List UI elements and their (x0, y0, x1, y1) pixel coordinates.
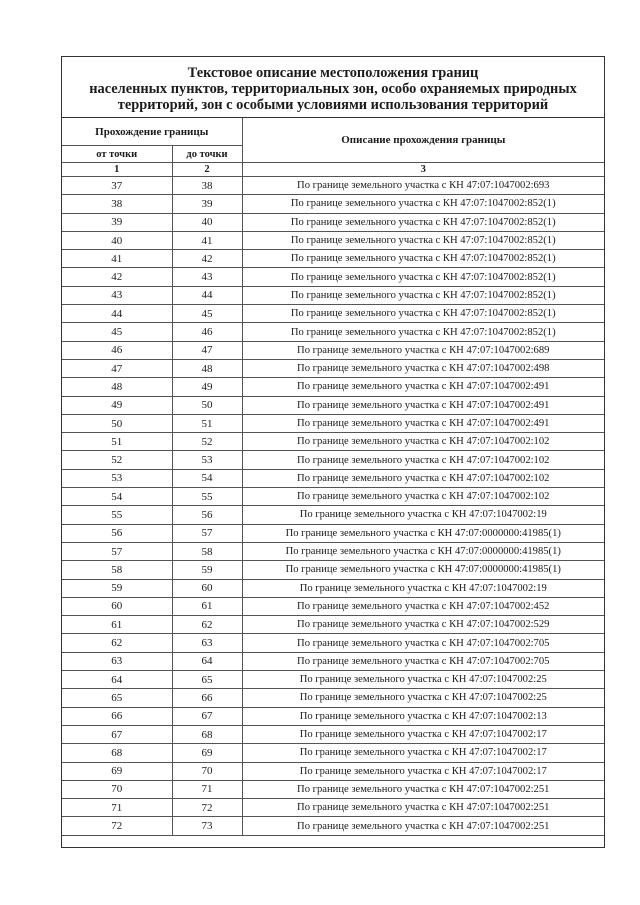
cell-from-point: 65 (62, 689, 172, 707)
cell-to-point: 40 (172, 213, 242, 231)
cell-description: По границе земельного участка с КН 47:07:1047002:452 (242, 597, 604, 615)
cell-to-point: 46 (172, 323, 242, 341)
cell-from-point: 66 (62, 707, 172, 725)
cell-from-point: 45 (62, 323, 172, 341)
table-row (62, 414, 604, 432)
cell-from-point: 41 (62, 250, 172, 268)
cell-description: По границе земельного участка с КН 47:07:1047002:19 (242, 579, 604, 597)
table-row (62, 542, 604, 560)
cell-description: По границе земельного участка с КН 47:07:1047002:102 (242, 469, 604, 487)
boundary-table (62, 118, 604, 836)
table-row (62, 433, 604, 451)
header-col-1: 1 (62, 163, 172, 177)
table-row (62, 561, 604, 579)
cell-from-point: 68 (62, 744, 172, 762)
cell-description: По границе земельного участка с КН 47:07:1047002:852(1) (242, 213, 604, 231)
cell-to-point: 69 (172, 744, 242, 762)
table-row (62, 744, 604, 762)
cell-from-point: 49 (62, 396, 172, 414)
cell-from-point: 37 (62, 177, 172, 195)
cell-description: По границе земельного участка с КН 47:07:0000000:41985(1) (242, 542, 604, 560)
cell-description: По границе земельного участка с КН 47:07:1047002:17 (242, 762, 604, 780)
cell-from-point: 64 (62, 671, 172, 689)
table-row (62, 780, 604, 798)
cell-to-point: 55 (172, 488, 242, 506)
cell-description: По границе земельного участка с КН 47:07:1047002:852(1) (242, 250, 604, 268)
cell-description: По границе земельного участка с КН 47:07:1047002:852(1) (242, 323, 604, 341)
table-row (62, 817, 604, 835)
table-row (62, 396, 604, 414)
cell-to-point: 72 (172, 799, 242, 817)
title-line-1: Текстовое описание местоположения границ (187, 65, 479, 81)
cell-from-point: 40 (62, 231, 172, 249)
cell-description: По границе земельного участка с КН 47:07:1047002:102 (242, 451, 604, 469)
cell-from-point: 63 (62, 652, 172, 670)
table-row (62, 451, 604, 469)
header-col-3: 3 (242, 163, 604, 177)
table-row (62, 341, 604, 359)
cell-description: По границе земельного участка с КН 47:07:1047002:852(1) (242, 195, 604, 213)
cell-to-point: 57 (172, 524, 242, 542)
cell-from-point: 52 (62, 451, 172, 469)
cell-from-point: 56 (62, 524, 172, 542)
table-row (62, 616, 604, 634)
cell-description: По границе земельного участка с КН 47:07:1047002:251 (242, 780, 604, 798)
cell-description: По границе земельного участка с КН 47:07:1047002:25 (242, 689, 604, 707)
cell-description: По границе земельного участка с КН 47:07:0000000:41985(1) (242, 561, 604, 579)
table-row (62, 359, 604, 377)
cell-from-point: 55 (62, 506, 172, 524)
table-row (62, 195, 604, 213)
cell-to-point: 44 (172, 286, 242, 304)
table-row (62, 378, 604, 396)
cell-to-point: 60 (172, 579, 242, 597)
cell-from-point: 47 (62, 359, 172, 377)
cell-description: По границе земельного участка с КН 47:07:1047002:251 (242, 817, 604, 835)
cell-to-point: 61 (172, 597, 242, 615)
cell-description: По границе земельного участка с КН 47:07:1047002:251 (242, 799, 604, 817)
cell-to-point: 71 (172, 780, 242, 798)
cell-from-point: 58 (62, 561, 172, 579)
cell-from-point: 50 (62, 414, 172, 432)
cell-to-point: 39 (172, 195, 242, 213)
cell-to-point: 52 (172, 433, 242, 451)
cell-to-point: 51 (172, 414, 242, 432)
cell-to-point: 66 (172, 689, 242, 707)
cell-description: По границе земельного участка с КН 47:07:0000000:41985(1) (242, 524, 604, 542)
cell-from-point: 43 (62, 286, 172, 304)
header-from-point: от точки (62, 146, 172, 163)
table-row (62, 488, 604, 506)
cell-description: По границе земельного участка с КН 47:07:1047002:852(1) (242, 268, 604, 286)
header-description: Описание прохождения границы (242, 118, 604, 163)
cell-from-point: 70 (62, 780, 172, 798)
cell-to-point: 45 (172, 305, 242, 323)
cell-from-point: 59 (62, 579, 172, 597)
cell-from-point: 69 (62, 762, 172, 780)
cell-description: По границе земельного участка с КН 47:07:1047002:852(1) (242, 305, 604, 323)
cell-description: По границе земельного участка с КН 47:07:1047002:19 (242, 506, 604, 524)
cell-from-point: 51 (62, 433, 172, 451)
table-row (62, 707, 604, 725)
table-row (62, 597, 604, 615)
cell-description: По границе земельного участка с КН 47:07:1047002:17 (242, 725, 604, 743)
header-col-2: 2 (172, 163, 242, 177)
table-row (62, 634, 604, 652)
cell-from-point: 72 (62, 817, 172, 835)
cell-description: По границе земельного участка с КН 47:07:1047002:852(1) (242, 286, 604, 304)
cell-to-point: 50 (172, 396, 242, 414)
title-line-3: территорий, зон с особыми условиями использования территорий (117, 97, 549, 113)
cell-to-point: 70 (172, 762, 242, 780)
cell-to-point: 73 (172, 817, 242, 835)
table-row (62, 524, 604, 542)
cell-from-point: 42 (62, 268, 172, 286)
document-sheet (61, 56, 605, 848)
cell-to-point: 43 (172, 268, 242, 286)
table-row (62, 469, 604, 487)
title-line-2: населенных пунктов, территориальных зон, особо охраняемых природных (89, 81, 577, 97)
table-row (62, 213, 604, 231)
cell-to-point: 68 (172, 725, 242, 743)
cell-description: По границе земельного участка с КН 47:07:1047002:102 (242, 488, 604, 506)
cell-description: По границе земельного участка с КН 47:07:1047002:852(1) (242, 231, 604, 249)
cell-to-point: 64 (172, 652, 242, 670)
cell-to-point: 54 (172, 469, 242, 487)
cell-from-point: 71 (62, 799, 172, 817)
cell-description: По границе земельного участка с КН 47:07:1047002:13 (242, 707, 604, 725)
cell-description: По границе земельного участка с КН 47:07:1047002:705 (242, 652, 604, 670)
table-row (62, 177, 604, 195)
cell-description: По границе земельного участка с КН 47:07:1047002:693 (242, 177, 604, 195)
cell-to-point: 49 (172, 378, 242, 396)
table-row (62, 689, 604, 707)
table-row (62, 286, 604, 304)
cell-to-point: 67 (172, 707, 242, 725)
cell-from-point: 60 (62, 597, 172, 615)
cell-to-point: 53 (172, 451, 242, 469)
cell-to-point: 42 (172, 250, 242, 268)
cell-to-point: 58 (172, 542, 242, 560)
cell-from-point: 53 (62, 469, 172, 487)
cell-from-point: 67 (62, 725, 172, 743)
table-row (62, 671, 604, 689)
cell-to-point: 47 (172, 341, 242, 359)
cell-to-point: 63 (172, 634, 242, 652)
cell-from-point: 62 (62, 634, 172, 652)
cell-to-point: 62 (172, 616, 242, 634)
cell-to-point: 48 (172, 359, 242, 377)
cell-from-point: 39 (62, 213, 172, 231)
table-row (62, 231, 604, 249)
cell-to-point: 38 (172, 177, 242, 195)
cell-from-point: 54 (62, 488, 172, 506)
cell-from-point: 44 (62, 305, 172, 323)
cell-description: По границе земельного участка с КН 47:07:1047002:705 (242, 634, 604, 652)
table-body (62, 177, 604, 836)
cell-description: По границе земельного участка с КН 47:07:1047002:529 (242, 616, 604, 634)
cell-description: По границе земельного участка с КН 47:07:1047002:491 (242, 396, 604, 414)
table-row (62, 268, 604, 286)
cell-to-point: 59 (172, 561, 242, 579)
cell-to-point: 41 (172, 231, 242, 249)
table-row (62, 652, 604, 670)
table-row (62, 323, 604, 341)
header-group: Прохождение границы (62, 118, 242, 146)
table-row (62, 579, 604, 597)
cell-from-point: 61 (62, 616, 172, 634)
cell-description: По границе земельного участка с КН 47:07:1047002:689 (242, 341, 604, 359)
cell-description: По границе земельного участка с КН 47:07:1047002:498 (242, 359, 604, 377)
table-row (62, 799, 604, 817)
table-row (62, 506, 604, 524)
table-row (62, 725, 604, 743)
cell-to-point: 56 (172, 506, 242, 524)
document-title (62, 57, 604, 118)
cell-from-point: 46 (62, 341, 172, 359)
cell-from-point: 38 (62, 195, 172, 213)
cell-description: По границе земельного участка с КН 47:07:1047002:102 (242, 433, 604, 451)
cell-from-point: 48 (62, 378, 172, 396)
cell-description: По границе земельного участка с КН 47:07:1047002:25 (242, 671, 604, 689)
table-row (62, 762, 604, 780)
header-to-point: до точки (172, 146, 242, 163)
table-row (62, 250, 604, 268)
cell-to-point: 65 (172, 671, 242, 689)
table-row (62, 305, 604, 323)
cell-from-point: 57 (62, 542, 172, 560)
cell-description: По границе земельного участка с КН 47:07:1047002:17 (242, 744, 604, 762)
cell-description: По границе земельного участка с КН 47:07:1047002:491 (242, 378, 604, 396)
cell-description: По границе земельного участка с КН 47:07:1047002:491 (242, 414, 604, 432)
